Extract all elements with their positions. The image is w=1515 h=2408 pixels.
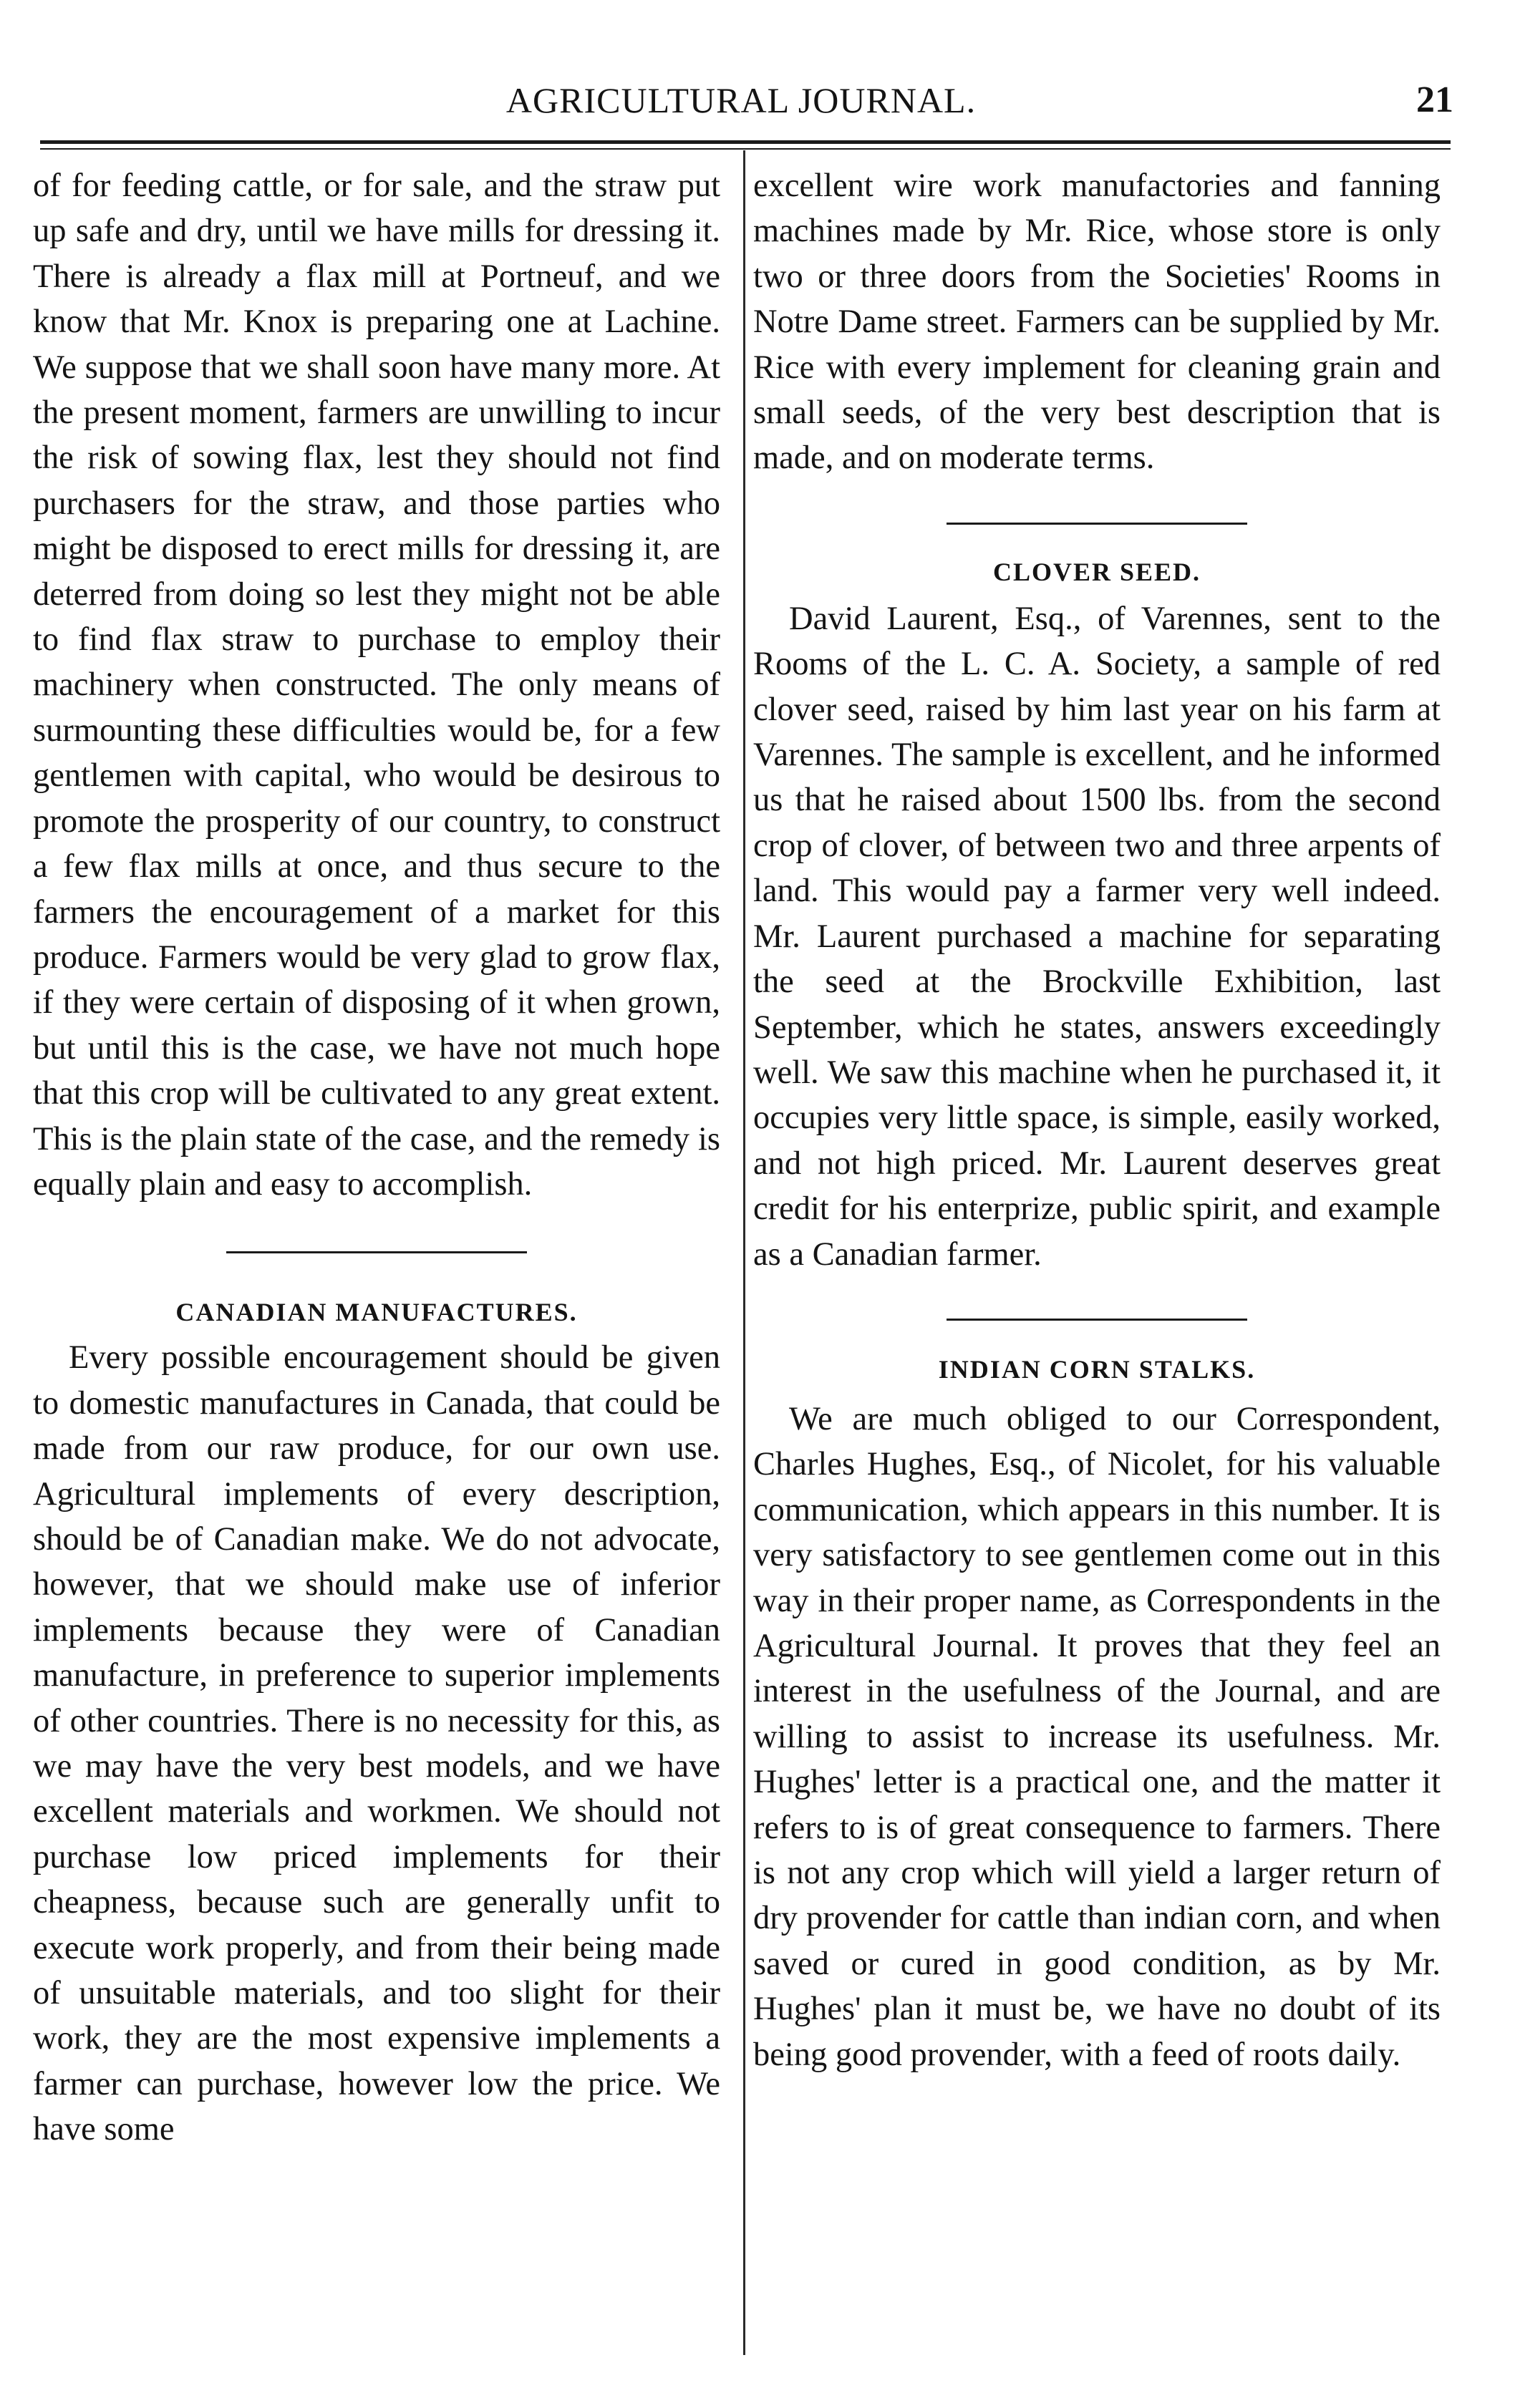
right-column <box>753 159 1441 2077</box>
corn-paragraph: We are much obliged to our Correspondent, Charles Hughes, Esq., of Nicolet, for his valuable communication, which appears in this number. It is very satisfactory to see gentlemen come out in this way in their proper name, as Correspondents in the Agricultural Journal. It proves that they feel an interest in the usefulness of the Journal, and are willing to assist to increase its usefulness. Mr. Hughes' letter is a practical one, and the matter it refers to is of great consequence to farmers. There is not any crop which will yield a larger return of dry provender for cattle than indian corn, and when saved or cured in good condition, as by Mr. Hughes' plan it must be, we have no doubt of its being good provender, with a feed of roots daily. <box>753 1400 1441 2073</box>
section-separator <box>947 523 1247 525</box>
section-separator <box>947 1319 1247 1321</box>
manufactures-heading: CANADIAN MANUFACTURES. <box>175 1298 578 1327</box>
clover-paragraph: David Laurent, Esq., of Varennes, sent to the Rooms of the L. C. A. Society, a sample of red clover seed, raised by him last year on his farm at Varennes. The sample is excellent, and he informed us that he raised about 1500 lbs. from the second crop of clover, of between two and three arpents of land. This would pay a farmer very well indeed. Mr. Laurent purchased a machine for separating the seed at the Brockville Exhibition, last September, which he states, answers exceedingly well. We saw this machine when he purchased it, it occupies very little space, is simple, easily worked, and not high priced. Mr. Laurent deserves great credit for his enterprize, public spirit, and example as a Canadian farmer. <box>753 600 1441 1273</box>
continuation-paragraph: excellent wire work manufactories and fanning machines made by Mr. Rice, whose store is only two or three doors from the Societies' Rooms in Notre Dame street. Farmers can be supplied by Mr. Rice with every implement for cleaning grain and small seeds, of the very best description that is made, and on moderate terms. <box>753 168 1441 477</box>
left-column <box>33 159 720 2152</box>
section-separator <box>226 1251 527 1253</box>
page-number: 21 <box>1416 79 1453 120</box>
manufactures-paragraph: Every possible encouragement should be given to domestic manufactures in Canada, that could be made from our raw produce, for our own use. Agricultural implements of every description, should be of Canadian make. We do not advocate, however, that we should make use of inferior implements because they were of Canadian manufacture, in preference to superior implements of other countries. There is no necessity for this, as we may have the very best models, and we have excellent materials and workmen. We should not purchase low priced implements for their cheapness, because such are generally unfit to execute work properly, and from their being made of unsuitable materials, and too slight for their work, they are the most expensive implements a farmer can purchase, however low the price. We have some <box>33 1339 720 2148</box>
column-divider <box>743 150 745 2355</box>
page-header <box>29 72 1453 129</box>
running-head: AGRICULTURAL JOURNAL. <box>505 80 977 120</box>
flax-paragraph: of for feeding cattle, or for sale, and the straw put up safe and dry, until we have mills for dressing it. There is already a flax mill at Portneuf, and we know that Mr. Knox is preparing one at Lachine. We suppose that we shall soon have many more. At the present moment, farmers are unwilling to incur the risk of sowing flax, lest they should not find purchasers for the straw, and those parties who might be disposed to erect mills for dressing it, are deterred from doing so lest they might not be able to find flax straw to purchase to employ their machinery when constructed. The only means of surmounting these difficulties would be, for a few gentlemen with capital, who would be desirous to promote the prosperity of our country, to construct a few flax mills at once, and thus secure to the farmers the encouragement of a market for this produce. Farmers would be very glad to grow flax, if they were certain of disposing of it when grown, but until this is the case, we have not much hope that this crop will be cultivated to any great extent. This is the plain state of the case, and the remedy is equally plain and easy to accomplish. <box>33 168 720 1203</box>
header-rule <box>40 140 1451 144</box>
clover-heading: CLOVER SEED. <box>992 557 1201 586</box>
corn-heading: INDIAN CORN STALKS. <box>938 1354 1256 1384</box>
header-rule-thin <box>40 148 1451 150</box>
